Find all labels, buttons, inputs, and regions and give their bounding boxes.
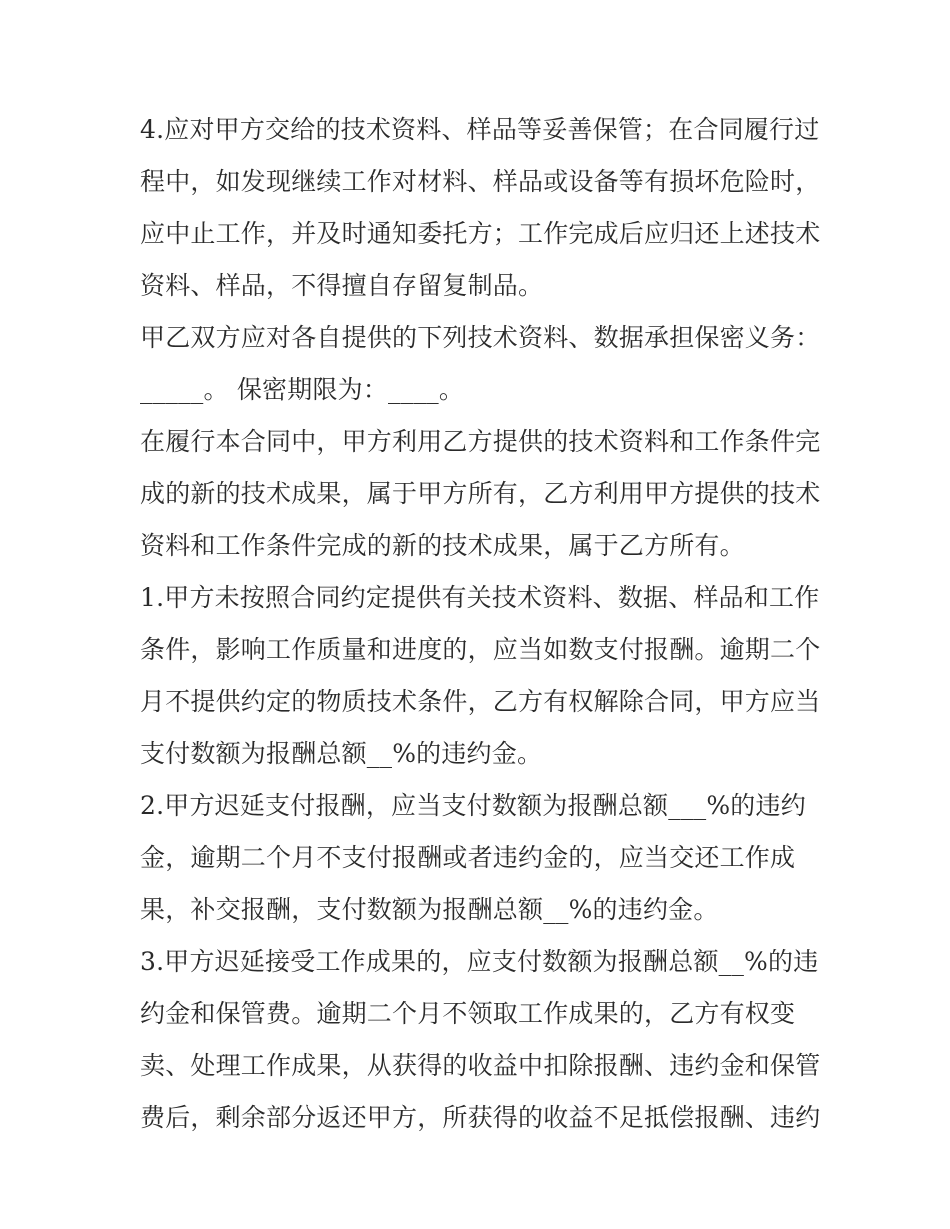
paragraph-breach-clause-1 [140,572,820,780]
text-line: 月不提供约定的物质技术条件，乙方有权解除合同，甲方应当 [140,687,821,716]
paragraph-breach-clause-2 [140,780,820,936]
text-line: 2.甲方迟延支付报酬，应当支付数额为报酬总额___%的违约 [140,791,806,820]
text-line: 资料和工作条件完成的新的技术成果，属于乙方所有。 [140,531,745,560]
text-line: 卖、处理工作成果，从获得的收益中扣除报酬、违约金和保管 [140,1051,821,1080]
paragraph-ownership [140,416,820,572]
text-line: 程中，如发现继续工作对材料、样品或设备等有损坏危险时， [140,167,821,196]
text-line: 3.甲方迟延接受工作成果的，应支付数额为报酬总额__%的违 [140,947,819,976]
document-body [140,104,820,1144]
paragraph-custody-obligation [140,104,820,312]
text-line: 约金和保管费。逾期二个月不领取工作成果的，乙方有权变 [140,999,796,1028]
text-line: 4.应对甲方交给的技术资料、样品等妥善保管；在合同履行过 [140,115,820,144]
text-line: 金，逾期二个月不支付报酬或者违约金的，应当交还工作成 [140,843,796,872]
text-line: 甲乙双方应对各自提供的下列技术资料、数据承担保密义务： [140,323,821,352]
text-line: 果，补交报酬，支付数额为报酬总额__%的违约金。 [140,895,719,924]
text-line: 成的新的技术成果，属于甲方所有，乙方利用甲方提供的技术 [140,479,821,508]
text-line: _____。 保密期限为：____。 [140,375,465,404]
text-line: 条件，影响工作质量和进度的，应当如数支付报酬。逾期二个 [140,635,821,664]
paragraph-breach-clause-3 [140,936,820,1144]
paragraph-confidentiality [140,312,820,416]
text-line: 支付数额为报酬总额__%的违约金。 [140,739,543,768]
text-line: 费后，剩余部分返还甲方，所获得的收益不足抵偿报酬、违约 [140,1103,821,1132]
text-line: 1.甲方未按照合同约定提供有关技术资料、数据、样品和工作 [140,583,820,612]
text-line: 资料、样品，不得擅自存留复制品。 [140,271,544,300]
text-line: 应中止工作，并及时通知委托方；工作完成后应归还上述技术 [140,219,821,248]
text-line: 在履行本合同中，甲方利用乙方提供的技术资料和工作条件完 [140,427,821,456]
